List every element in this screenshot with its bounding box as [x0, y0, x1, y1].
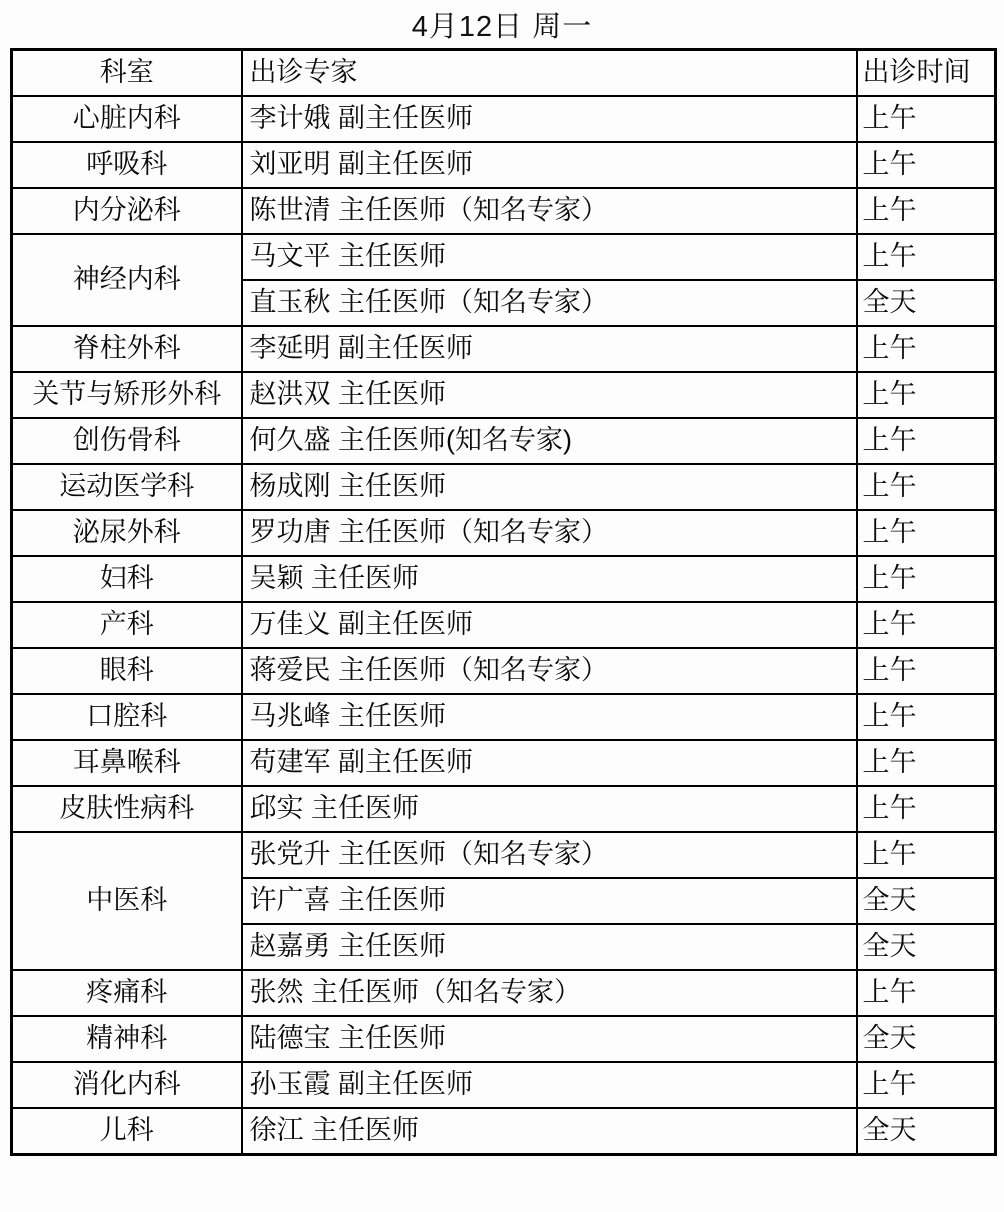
doctor-cell: 徐江 主任医师: [242, 1108, 857, 1155]
dept-cell: 中医科: [12, 832, 242, 970]
dept-cell: 心脏内科: [12, 96, 242, 142]
time-cell: 全天: [857, 1016, 996, 1062]
header-dept: 科室: [12, 50, 242, 97]
table-row: [12, 1016, 996, 1062]
table-row: [12, 740, 996, 786]
table-row: [12, 556, 996, 602]
table-row: [12, 464, 996, 510]
doctor-cell: 陈世清 主任医师（知名专家）: [242, 188, 857, 234]
time-cell: 全天: [857, 280, 996, 326]
doctor-cell: 张然 主任医师（知名专家）: [242, 970, 857, 1016]
dept-cell: 精神科: [12, 1016, 242, 1062]
doctor-cell: 孙玉霞 副主任医师: [242, 1062, 857, 1108]
schedule-body: [12, 96, 996, 1155]
dept-cell: 耳鼻喉科: [12, 740, 242, 786]
table-row: [12, 786, 996, 832]
table-row: [12, 326, 996, 372]
time-cell: 上午: [857, 602, 996, 648]
time-cell: 上午: [857, 694, 996, 740]
doctor-cell: 苟建军 副主任医师: [242, 740, 857, 786]
table-row: [12, 234, 996, 280]
table-row: [12, 418, 996, 464]
doctor-cell: 马文平 主任医师: [242, 234, 857, 280]
doctor-cell: 刘亚明 副主任医师: [242, 142, 857, 188]
time-cell: 上午: [857, 464, 996, 510]
table-row: [12, 188, 996, 234]
table-row: [12, 970, 996, 1016]
doctor-cell: 邱实 主任医师: [242, 786, 857, 832]
doctor-cell: 蒋爱民 主任医师（知名专家）: [242, 648, 857, 694]
dept-cell: 疼痛科: [12, 970, 242, 1016]
header-row: [12, 50, 996, 97]
dept-cell: 创伤骨科: [12, 418, 242, 464]
doctor-cell: 李延明 副主任医师: [242, 326, 857, 372]
table-row: [12, 602, 996, 648]
time-cell: 上午: [857, 556, 996, 602]
doctor-cell: 杨成刚 主任医师: [242, 464, 857, 510]
table-row: [12, 1062, 996, 1108]
dept-cell: 神经内科: [12, 234, 242, 326]
time-cell: 上午: [857, 142, 996, 188]
dept-cell: 眼科: [12, 648, 242, 694]
table-row: [12, 1108, 996, 1155]
time-cell: 上午: [857, 786, 996, 832]
time-cell: 上午: [857, 372, 996, 418]
doctor-cell: 赵洪双 主任医师: [242, 372, 857, 418]
dept-cell: 消化内科: [12, 1062, 242, 1108]
doctor-cell: 罗功唐 主任医师（知名专家）: [242, 510, 857, 556]
time-cell: 上午: [857, 648, 996, 694]
dept-cell: 儿科: [12, 1108, 242, 1155]
dept-cell: 运动医学科: [12, 464, 242, 510]
time-cell: 全天: [857, 878, 996, 924]
time-cell: 全天: [857, 924, 996, 970]
time-cell: 上午: [857, 96, 996, 142]
time-cell: 上午: [857, 234, 996, 280]
time-cell: 上午: [857, 510, 996, 556]
dept-cell: 皮肤性病科: [12, 786, 242, 832]
table-row: [12, 96, 996, 142]
doctor-cell: 张党升 主任医师（知名专家）: [242, 832, 857, 878]
page-title: 4月12日 周一: [411, 11, 593, 43]
table-row: [12, 648, 996, 694]
doctor-cell: 吴颖 主任医师: [242, 556, 857, 602]
time-cell: 上午: [857, 832, 996, 878]
doctor-cell: 直玉秋 主任医师（知名专家）: [242, 280, 857, 326]
dept-cell: 泌尿外科: [12, 510, 242, 556]
doctor-cell: 何久盛 主任医师(知名专家): [242, 418, 857, 464]
header-doctor: 出诊专家: [242, 50, 857, 97]
table-row: [12, 510, 996, 556]
doctor-cell: 万佳义 副主任医师: [242, 602, 857, 648]
dept-cell: 关节与矫形外科: [12, 372, 242, 418]
doctor-cell: 许广喜 主任医师: [242, 878, 857, 924]
time-cell: 上午: [857, 326, 996, 372]
time-cell: 上午: [857, 970, 996, 1016]
time-cell: 上午: [857, 1062, 996, 1108]
header-time: 出诊时间: [857, 50, 996, 97]
time-cell: 上午: [857, 740, 996, 786]
table-row: [12, 142, 996, 188]
schedule-table: [10, 48, 997, 1156]
table-row: [12, 832, 996, 878]
dept-cell: 妇科: [12, 556, 242, 602]
table-row: [12, 372, 996, 418]
dept-cell: 口腔科: [12, 694, 242, 740]
doctor-cell: 马兆峰 主任医师: [242, 694, 857, 740]
dept-cell: 呼吸科: [12, 142, 242, 188]
time-cell: 全天: [857, 1108, 996, 1155]
dept-cell: 内分泌科: [12, 188, 242, 234]
table-row: [12, 694, 996, 740]
doctor-cell: 李计娥 副主任医师: [242, 96, 857, 142]
dept-cell: 脊柱外科: [12, 326, 242, 372]
time-cell: 上午: [857, 188, 996, 234]
doctor-cell: 赵嘉勇 主任医师: [242, 924, 857, 970]
dept-cell: 产科: [12, 602, 242, 648]
time-cell: 上午: [857, 418, 996, 464]
doctor-cell: 陆德宝 主任医师: [242, 1016, 857, 1062]
